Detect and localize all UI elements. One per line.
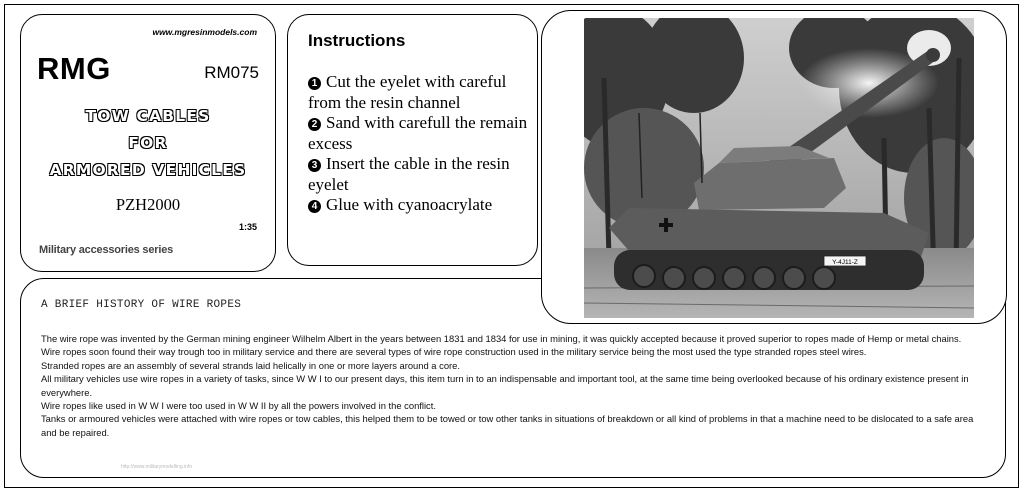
instruction-text: Insert the cable in the resin eyelet: [308, 154, 510, 194]
history-paragraph: All military vehicles use wire ropes in a variety of tasks, since W W I to our present days, this item turn in to an indispensable and important tool, at the same time being overlooked because of his ordinary existence present in everywhere.: [41, 373, 969, 398]
step-number-icon: 4: [308, 200, 321, 213]
product-code: RM075: [204, 63, 259, 82]
history-paragraph: Wire ropes like used in W W I were too used in W W II by all the powers involved in the conflict.: [41, 400, 436, 412]
history-heading: A BRIEF HISTORY OF WIRE ROPES: [41, 299, 242, 311]
tank-photo: [584, 18, 974, 318]
product-title-line: TOW CABLES: [85, 107, 211, 125]
product-title-line: ARMORED VEHICLES: [49, 161, 247, 179]
product-label-card: [20, 14, 276, 272]
instructions-list: [308, 72, 533, 216]
history-paragraph: Wire ropes soon found their way trough too in military service and there are several types of wire rope construction used in the military service being the most used the type stranded ropes steel wires.: [41, 346, 867, 358]
step-number-icon: 2: [308, 118, 321, 131]
scale-label: 1:35: [238, 222, 257, 232]
history-paragraph: Tanks or armoured vehicles were attached with wire ropes or tow cables, this helped them to be towed or tow other tanks in situations of breakdown or all kind of problems in that a machine need to be dislocated to a safe area and be repaired.: [41, 413, 974, 438]
watermark-text: http://www.militarymodelling.info: [121, 464, 193, 470]
photo-card: [541, 10, 1007, 324]
history-paragraph: Stranded ropes are an assembly of several strands laid helically in one or more layers around a core.: [41, 359, 460, 371]
instructions-card: [287, 14, 538, 266]
history-paragraph: The wire rope was invented by the German mining engineer Wilhelm Albert in the years between 1831 and 1834 for use in mining, it was quickly accepted because it proved superior to ropes made of Hemp or metal chains.: [41, 333, 962, 344]
instruction-text: Glue with cyanoacrylate: [326, 195, 493, 214]
instruction-step: [308, 72, 533, 113]
license-plate-text: Y-4J11-Z: [832, 259, 858, 266]
step-number-icon: 1: [308, 77, 321, 90]
website-link[interactable]: www.mgresinmodels.com: [152, 27, 257, 37]
instruction-text: Cut the eyelet with careful from the resin channel: [308, 72, 507, 112]
history-text: [41, 332, 991, 439]
instructions-heading: Instructions: [308, 31, 406, 50]
series-label: Military accessories series: [39, 244, 174, 256]
vehicle-model: PZH2000: [115, 195, 181, 214]
product-title-line: FOR: [128, 134, 168, 152]
instruction-step: [308, 195, 533, 216]
step-number-icon: 3: [308, 159, 321, 172]
brand-logo-text: RMG: [37, 51, 111, 86]
instruction-step: [308, 113, 533, 154]
instruction-step: [308, 154, 533, 195]
product-title: [21, 103, 275, 184]
instruction-text: Sand with carefull the remain excess: [308, 113, 528, 153]
